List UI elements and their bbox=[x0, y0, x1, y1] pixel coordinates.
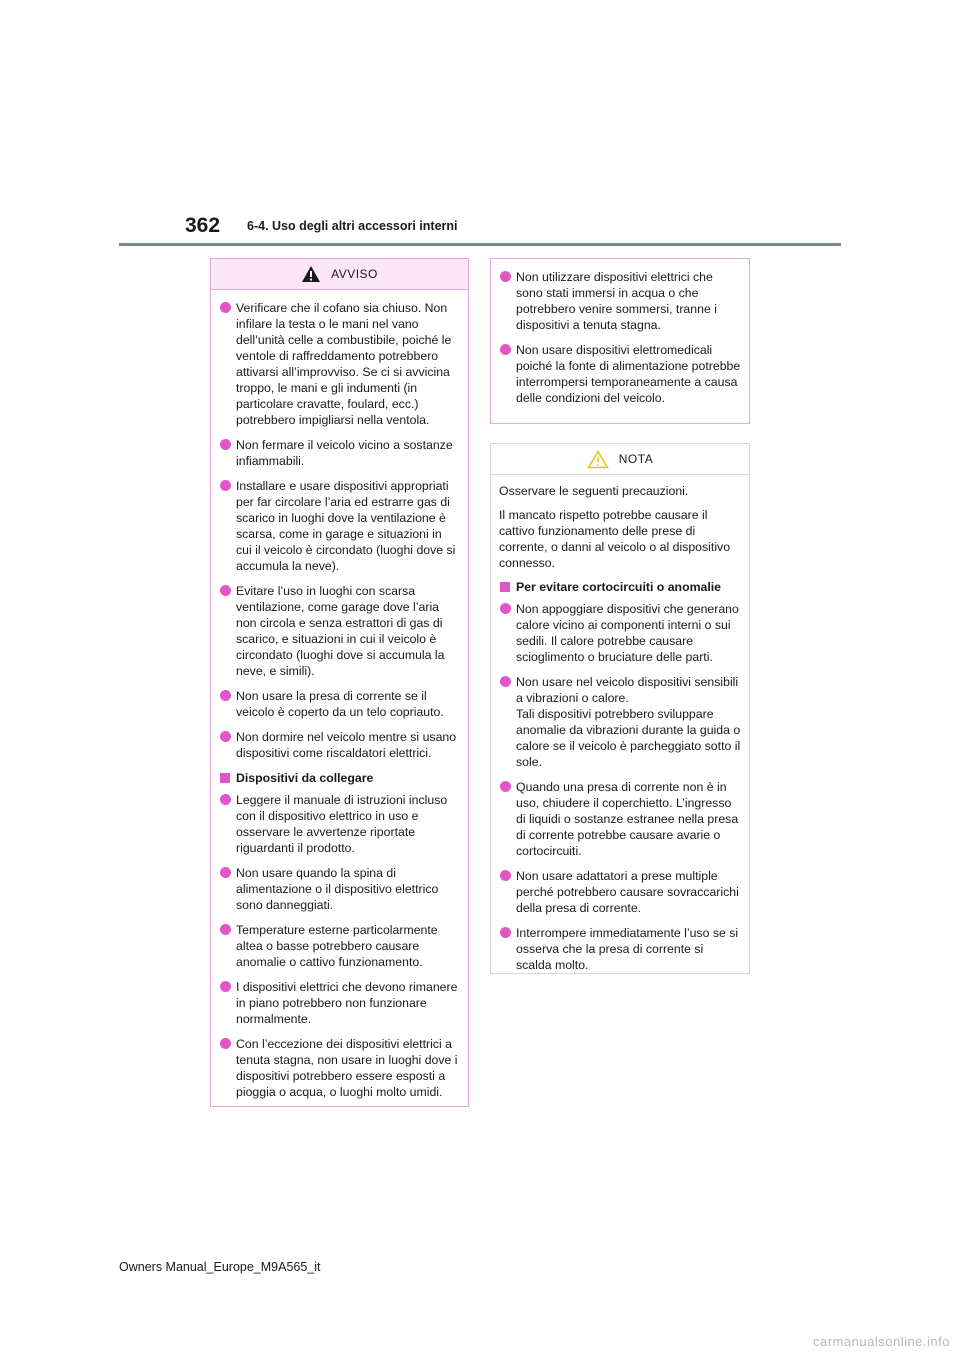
section-title: 6-4. Uso degli altri accessori interni bbox=[247, 219, 458, 233]
note-box-header bbox=[491, 444, 749, 475]
warning-item: Non usare la presa di corrente se il veicolo è coperto da un telo copriauto. bbox=[219, 688, 460, 720]
note-item: Non appoggiare dispositivi che generano calore vicino ai componenti interni o sui sedili. Il calore potrebbe causare scioglimento o bruciature delle parti. bbox=[499, 601, 741, 665]
note-item: Non usare nel veicolo dispositivi sensibili a vibrazioni o calore. Tali dispositivi potrebbero sviluppare anomalie da vibrazioni durante la guida o calore se il veicolo è parcheggiato sotto il sole. bbox=[499, 674, 741, 770]
note-intro: Osservare le seguenti precauzioni. bbox=[499, 484, 689, 498]
header-divider bbox=[119, 243, 841, 246]
note-item: Quando una presa di corrente non è in uso, chiudere il coperchietto. L’ingresso di liquidi o sostanze estranee nella presa di corrente potrebbe causare avarie o cortocircuiti. bbox=[499, 779, 741, 859]
note-intro-detail: Il mancato rispetto potrebbe causare il cattivo funzionamento delle prese di corrente, o danni al veicolo o al dispositivo connesso. bbox=[499, 508, 731, 570]
page-number: 362 bbox=[185, 214, 221, 237]
note-box-title: NOTA bbox=[618, 452, 654, 466]
warning-item: Con l’eccezione dei dispositivi elettrici a tenuta stagna, non usare in luoghi dove i dispositivi potrebbero essere esposti a pioggia o acqua, o luoghi molto umidi. bbox=[219, 1036, 460, 1100]
warning-subheading: Dispositivi da collegare bbox=[219, 770, 460, 786]
warning-item: Verificare che il cofano sia chiuso. Non infilare la testa o le mani nel vano dell’unità celle a combustibile, poiché le ventole di raffreddamento potrebbero attivarsi all’improvviso. Se ci si avvicina troppo, le mani e gli indumenti (in particolare cravatte, foulard, ecc.) potrebbero impigliarsi nella ventola. bbox=[219, 300, 460, 428]
warning-box-title: AVVISO bbox=[331, 267, 378, 281]
note-box bbox=[490, 443, 750, 974]
warning-item: I dispositivi elettrici che devono rimanere in piano potrebbero non funzionare normalmente. bbox=[219, 979, 460, 1027]
warning-item: Non usare dispositivi elettromedicali poiché la fonte di alimentazione potrebbe interrompersi temporaneamente a causa delle condizioni del veicolo. bbox=[499, 342, 741, 406]
caution-triangle-icon bbox=[587, 450, 609, 469]
warning-triangle-icon bbox=[301, 265, 321, 283]
warning-item: Evitare l’uso in luoghi con scarsa ventilazione, come garage dove l’aria non circola e senza estrattori di gas di scarico, e situazioni in cui il veicolo è circondato (luoghi dove si accumula la neve, e simili). bbox=[219, 583, 460, 679]
warning-box-header bbox=[211, 259, 468, 290]
note-item: Non usare adattatori a prese multiple perché potrebbero causare sovraccarichi della presa di corrente. bbox=[499, 868, 741, 916]
watermark: carmanualsonline.info bbox=[813, 1334, 950, 1349]
warning-item: Installare e usare dispositivi appropriati per far circolare l’aria ed estrarre gas di scarico in luoghi dove la ventilazione è scarsa, come in garage e situazioni in cui il veicolo è circondato (luoghi dove si accumula la neve). bbox=[219, 478, 460, 574]
warning-item: Temperature esterne particolarmente altea o basse potrebbero causare anomalie o cattivo funzionamento. bbox=[219, 922, 460, 970]
warning-box bbox=[210, 258, 469, 1107]
footer-text: Owners Manual_Europe_M9A565_it bbox=[119, 1260, 321, 1274]
warning-item: Non usare quando la spina di alimentazione o il dispositivo elettrico sono danneggiati. bbox=[219, 865, 460, 913]
note-subheading: Per evitare cortocircuiti o anomalie bbox=[499, 579, 741, 595]
warning-box-body bbox=[211, 290, 468, 1113]
warning-item: Non utilizzare dispositivi elettrici che sono stati immersi in acqua o che potrebbero venire sommersi, tranne i dispositivi a tenuta stagna. bbox=[499, 269, 741, 333]
warning-item: Non fermare il veicolo vicino a sostanze infiammabili. bbox=[219, 437, 460, 469]
warning-item: Leggere il manuale di istruzioni incluso con il dispositivo elettrico in uso e osservare le avvertenze riportate riguardanti il prodotto. bbox=[219, 792, 460, 856]
note-item: Interrompere immediatamente l’uso se si osserva che la presa di corrente si scalda molto. bbox=[499, 925, 741, 973]
warning-box-continued bbox=[490, 258, 750, 424]
warning-continued-body bbox=[491, 259, 749, 419]
warning-item: Non dormire nel veicolo mentre si usano dispositivi come riscaldatori elettrici. bbox=[219, 729, 460, 761]
note-box-body bbox=[491, 475, 749, 986]
